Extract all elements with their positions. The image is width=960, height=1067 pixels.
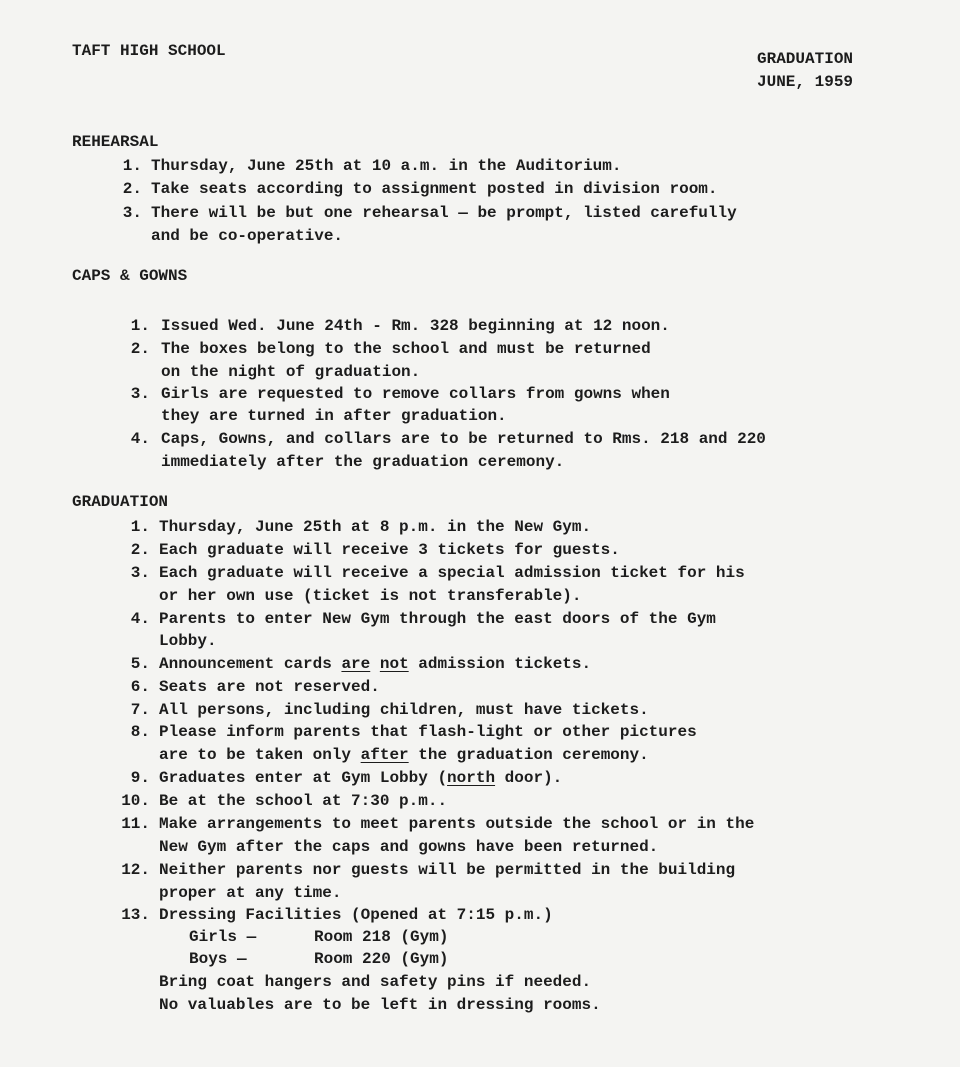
section-heading-graduation: GRADUATION	[72, 493, 169, 511]
item-number: 9.	[130, 769, 150, 787]
underlined-word: are	[341, 655, 371, 673]
item-number: 4.	[130, 610, 150, 628]
item-number: 2.	[122, 180, 142, 198]
item-number: 1.	[122, 157, 142, 175]
item-number: 11.	[121, 815, 150, 833]
item-number: 1.	[130, 317, 150, 335]
item-number: 2.	[130, 541, 150, 559]
item-text: Each graduate will receive a special admission ticket for his	[159, 564, 745, 582]
section-heading-caps-gowns: CAPS & GOWNS	[72, 267, 188, 285]
item-text: Girls are requested to remove collars from gowns when	[161, 385, 670, 403]
item-text-continued: they are turned in after graduation.	[161, 407, 507, 425]
girls-room: Room 218 (Gym)	[314, 928, 449, 946]
item-text-continued: proper at any time.	[159, 884, 342, 902]
item-number: 7.	[130, 701, 150, 719]
item-text: Take seats according to assignment posted in division room.	[151, 180, 718, 198]
item-text: Parents to enter New Gym through the east doors of the Gym	[159, 610, 716, 628]
boys-label: Boys —	[189, 950, 247, 968]
item-text: There will be but one rehearsal — be prompt, listed carefully	[151, 204, 737, 222]
item-text: Each graduate will receive 3 tickets for guests.	[159, 541, 620, 559]
item-number: 6.	[130, 678, 150, 696]
item-text: Graduates enter at Gym Lobby (north door).	[159, 769, 563, 787]
underlined-word: after	[360, 746, 409, 764]
boys-room: Room 220 (Gym)	[314, 950, 449, 968]
section-heading-rehearsal: REHEARSAL	[72, 133, 159, 151]
dressing-note: Bring coat hangers and safety pins if needed.	[159, 973, 592, 991]
item-text: Neither parents nor guests will be permitted in the building	[159, 861, 736, 879]
item-text: Issued Wed. June 24th - Rm. 328 beginning at 12 noon.	[161, 317, 670, 335]
item-number: 3.	[122, 204, 142, 222]
item-text-continued: and be co-operative.	[151, 227, 344, 245]
item-text: Be at the school at 7:30 p.m..	[159, 792, 448, 810]
item-text-continued: New Gym after the caps and gowns have been returned.	[159, 838, 659, 856]
item-number: 10.	[121, 792, 150, 810]
item-text-continued: or her own use (ticket is not transferable).	[159, 587, 582, 605]
item-text-continued: Lobby.	[159, 632, 217, 650]
item-text: Caps, Gowns, and collars are to be returned to Rms. 218 and 220	[161, 430, 766, 448]
item-text: Announcement cards are not admission tickets.	[159, 655, 592, 673]
item-number: 12.	[121, 861, 150, 879]
girls-label: Girls —	[189, 928, 257, 946]
document-date: JUNE, 1959	[757, 73, 854, 91]
item-number: 8.	[130, 723, 150, 741]
underlined-word: north	[447, 769, 496, 787]
item-number: 1.	[130, 518, 150, 536]
item-text: The boxes belong to the school and must be returned	[161, 340, 651, 358]
item-text: Thursday, June 25th at 8 p.m. in the New Gym.	[159, 518, 592, 536]
item-number: 5.	[130, 655, 150, 673]
underlined-word: not	[379, 655, 409, 673]
item-text-continued: on the night of graduation.	[161, 363, 421, 381]
item-text: All persons, including children, must have tickets.	[159, 701, 649, 719]
item-text: Make arrangements to meet parents outside the school or in the	[159, 815, 755, 833]
item-text: Dressing Facilities (Opened at 7:15 p.m.)	[159, 906, 553, 924]
item-text: Seats are not reserved.	[159, 678, 380, 696]
item-number: 13.	[121, 906, 150, 924]
item-number: 3.	[130, 385, 150, 403]
dressing-note: No valuables are to be left in dressing rooms.	[159, 996, 601, 1014]
item-text-continued: immediately after the graduation ceremony.	[161, 453, 565, 471]
item-text: Please inform parents that flash-light or other pictures	[159, 723, 697, 741]
item-number: 4.	[130, 430, 150, 448]
document-title: GRADUATION	[757, 50, 854, 68]
item-number: 2.	[130, 340, 150, 358]
item-number: 3.	[130, 564, 150, 582]
school-name: TAFT HIGH SCHOOL	[72, 42, 226, 60]
item-text: Thursday, June 25th at 10 a.m. in the Auditorium.	[151, 157, 622, 175]
item-text-continued: are to be taken only after the graduation ceremony.	[159, 746, 649, 764]
